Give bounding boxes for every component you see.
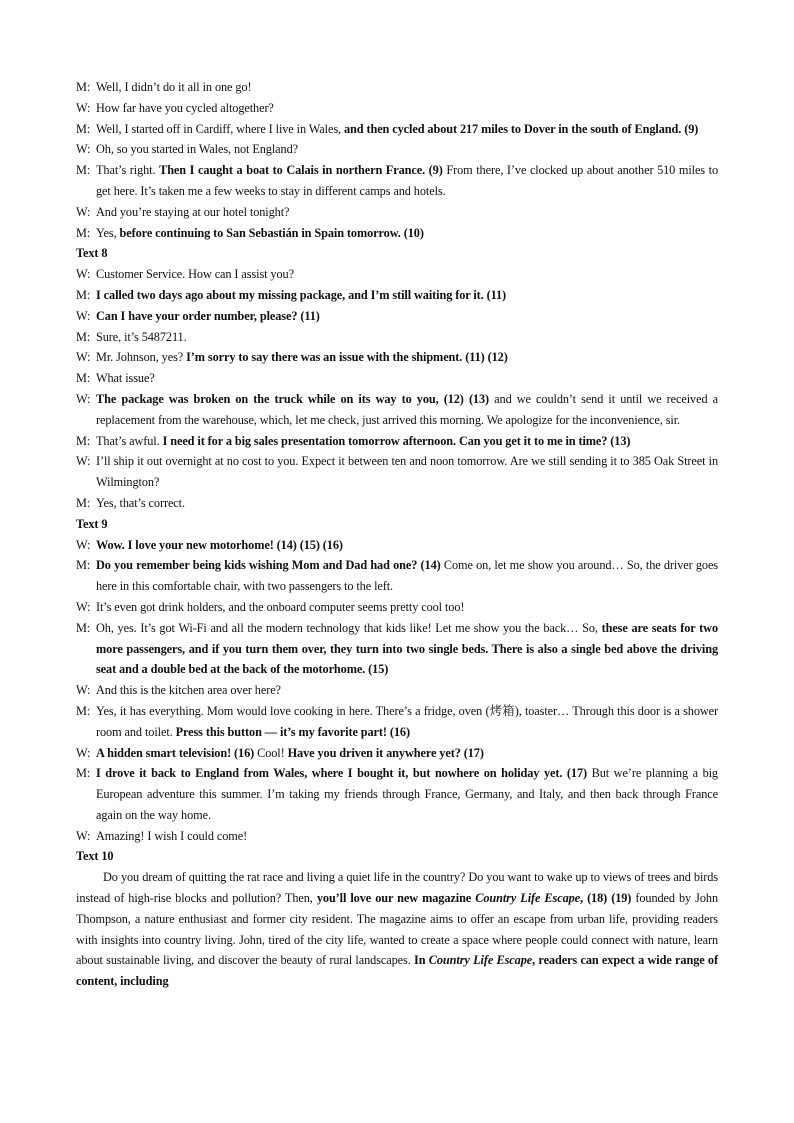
text-segment: Customer Service. How can I assist you?: [96, 267, 294, 282]
dialogue-line: [76, 389, 718, 431]
highlighted-text: I’m sorry to say there was an issue with the shipment. (11) (12): [186, 350, 508, 365]
highlighted-text: and then cycled about 217 miles to Dover in the south of England. (9): [343, 121, 699, 136]
dialogue-line: [76, 680, 718, 701]
text-segment: It’s even got drink holders, and the onboard computer seems pretty cool too!: [96, 599, 465, 614]
speaker-label: M:: [76, 433, 91, 448]
speaker-label: W:: [76, 828, 91, 843]
section-heading: Text 9: [76, 516, 108, 531]
dialogue-line: [76, 160, 718, 202]
dialogue-line: [76, 535, 718, 556]
speaker-label: M:: [76, 371, 91, 386]
text-segment: Oh, so you started in Wales, not England?: [96, 142, 298, 157]
highlighted-text: I need it for a big sales presentation tomorrow afternoon. Can you get it to me in time? (13): [162, 433, 631, 448]
speaker-label: M:: [76, 121, 91, 136]
text-segment: Oh, yes. It’s got Wi-Fi and all the modern technology that kids like! Let me show you the back… So,: [96, 620, 602, 635]
dialogue-line: [76, 306, 718, 327]
dialogue-line: [76, 701, 718, 743]
highlighted-text: , (18) (19): [580, 891, 632, 906]
text-segment: Yes, it has everything. Mom would love cooking in here. There’s a fridge, oven (烤箱), toaster… Through this door is a shower room and toilet.: [96, 703, 718, 739]
text-segment: That’s right.: [96, 163, 160, 178]
text-segment: That’s awful.: [96, 433, 163, 448]
section-heading: Text 8: [76, 246, 108, 261]
narration-paragraph: [76, 867, 718, 992]
section-heading: Text 10: [76, 849, 114, 864]
speaker-label: W:: [76, 683, 91, 698]
text-segment: Well, I started off in Cardiff, where I live in Wales,: [96, 121, 344, 136]
dialogue-line: [76, 327, 718, 348]
dialogue-line: [76, 555, 718, 597]
speaker-label: M:: [76, 163, 91, 178]
speaker-label: W:: [76, 308, 91, 323]
dialogue-line: [76, 763, 718, 825]
highlighted-text: The package was broken on the truck while on its way to you, (12) (13): [96, 391, 490, 406]
speaker-label: W:: [76, 267, 91, 282]
text-segment: Amazing! I wish I could come!: [96, 828, 248, 843]
text-segment: Come on, let me show you around… So, the driver goes here in this comfortable chair, with two passengers to the left.: [96, 558, 718, 594]
highlighted-text: Have you driven it anywhere yet? (17): [287, 745, 484, 760]
speaker-label: W:: [76, 142, 91, 157]
highlighted-text: Can I have your order number, please? (11): [96, 308, 320, 323]
dialogue-line: [76, 431, 718, 452]
speaker-label: M:: [76, 620, 91, 635]
text-segment: How far have you cycled altogether?: [96, 100, 274, 115]
speaker-label: M:: [76, 703, 91, 718]
text-segment: Cool!: [254, 745, 288, 760]
dialogue-line: [76, 98, 718, 119]
text-segment: From there, I’ve clocked up about another 510 miles to get here. It’s taken me a few weeks to stay in different camps and hotels.: [96, 163, 718, 198]
highlighted-text: In: [414, 953, 429, 968]
text-segment: Yes,: [96, 225, 120, 240]
speaker-label: W:: [76, 391, 91, 406]
highlighted-text: Press this button — it’s my favorite part! (16): [175, 724, 410, 739]
highlighted-text: Do you remember being kids wishing Mom and Dad had one? (14): [96, 558, 441, 573]
highlighted-text: before continuing to San Sebastián in Spain tomorrow. (10): [119, 225, 424, 240]
highlighted-text: Then I caught a boat to Calais in northern France. (9): [159, 163, 443, 178]
dialogue-line: [76, 139, 718, 160]
speaker-label: W:: [76, 350, 91, 365]
dialogue-line: [76, 119, 718, 140]
text-segment: And you’re staying at our hotel tonight?: [96, 204, 290, 219]
highlighted-text: you’ll love our new magazine: [316, 891, 476, 906]
highlighted-text: Wow. I love your new motorhome! (14) (15) (16): [96, 537, 343, 552]
highlighted-text: I drove it back to England from Wales, where I bought it, but nowhere on holiday yet. (17): [96, 766, 588, 781]
text-segment: And this is the kitchen area over here?: [96, 683, 281, 698]
dialogue-line: [76, 285, 718, 306]
text-segment: Well, I didn’t do it all in one go!: [96, 80, 252, 94]
dialogue-line: [76, 743, 718, 764]
text-segment: Mr. Johnson, yes?: [96, 350, 187, 365]
dialogue-line: [76, 264, 718, 285]
speaker-label: M:: [76, 225, 91, 240]
speaker-label: M:: [76, 558, 91, 573]
speaker-label: W:: [76, 599, 91, 614]
speaker-label: M:: [76, 495, 91, 510]
speaker-label: W:: [76, 454, 91, 469]
dialogue-line: [76, 347, 718, 368]
speaker-label: M:: [76, 287, 91, 302]
text-segment: What issue?: [96, 371, 155, 386]
highlighted-text: Country Life Escape: [475, 891, 581, 906]
dialogue-line: [76, 202, 718, 223]
speaker-label: W:: [76, 745, 91, 760]
dialogue-line: [76, 597, 718, 618]
highlighted-text: these are seats for two more passengers, and if you turn them over, they turn into two single beds. There is also a single bed above the driving seat and a double bed at the back of the motorhome. (15): [96, 620, 719, 677]
text-segment: But we’re planning a big European adventure this summer. I’m taking my friends through France, Germany, and Italy, and then back through France again on the way home.: [96, 766, 718, 822]
text-segment: Do you dream of quitting the rat race and living a quiet life in the country? Do you want to wake up to views of trees and birds instead of high-rise blocks and pollution? Then,: [76, 870, 718, 906]
dialogue-line: [76, 368, 718, 389]
text-segment: Yes, that’s correct.: [96, 495, 185, 510]
dialogue-line: [76, 618, 718, 680]
speaker-label: M:: [76, 80, 91, 94]
text-segment: and we couldn’t send it until we received a replacement from the warehouse, which, let me check, just arrived this morning. We apologize for the inconvenience, sir.: [96, 391, 718, 427]
speaker-label: M:: [76, 766, 91, 781]
speaker-label: M:: [76, 329, 91, 344]
dialogue-line: [76, 826, 718, 847]
text-segment: Sure, it’s 5487211.: [96, 329, 187, 344]
speaker-label: W:: [76, 537, 91, 552]
transcript-body: [76, 77, 718, 992]
dialogue-line: [76, 493, 718, 514]
text-segment: founded by John Thompson, a nature enthusiast and former city resident. The magazine aims to offer an escape from urban life, providing readers with insights into country living. John, tired of the city life, wanted to create a space where people could connect with nature, learn about sustainable living, and discover the beauty of rural landscapes.: [76, 891, 718, 968]
highlighted-text: I called two days ago about my missing package, and I’m still waiting for it. (11): [96, 287, 507, 302]
speaker-label: W:: [76, 100, 91, 115]
highlighted-text: , readers can expect a wide range of content, including: [76, 953, 718, 989]
dialogue-line: [76, 77, 718, 98]
highlighted-text: Country Life Escape: [428, 953, 533, 968]
dialogue-line: [76, 223, 718, 244]
speaker-label: W:: [76, 204, 91, 219]
highlighted-text: A hidden smart television! (16): [96, 745, 255, 760]
text-segment: I’ll ship it out overnight at no cost to you. Expect it between ten and noon tomorrow. Are we still sending it to 385 Oak Street in Wilmington?: [96, 454, 718, 490]
dialogue-line: [76, 451, 718, 493]
